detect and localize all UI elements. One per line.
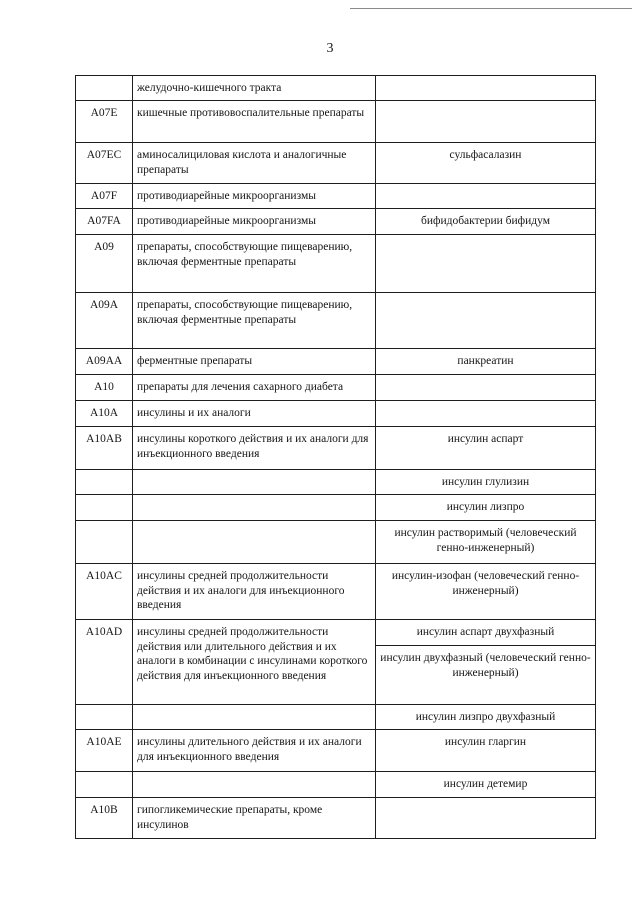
atc-code-cell: A07F bbox=[76, 184, 133, 209]
drug-name-cell: инсулин аспарт bbox=[376, 427, 596, 470]
table-row bbox=[76, 521, 596, 564]
atc-group-cell: инсулины средней продолжительности действия или длительного действия и их аналоги в комбинации с инсулинами короткого действия для инъекционного введения bbox=[133, 620, 376, 705]
atc-code-cell: A09A bbox=[76, 293, 133, 349]
table-row bbox=[76, 470, 596, 495]
table-row bbox=[76, 76, 596, 101]
drug-name-cell: сульфасалазин bbox=[376, 143, 596, 184]
atc-group-cell: препараты, способствующие пищеварению, включая ферментные препараты bbox=[133, 235, 376, 293]
atc-code-cell: A07FA bbox=[76, 209, 133, 235]
atc-group-cell: инсулины и их аналоги bbox=[133, 401, 376, 427]
table-row bbox=[76, 101, 596, 143]
drug-name-cell: инсулин-изофан (человеческий генно-инженерный) bbox=[376, 564, 596, 620]
atc-group-cell: гипогликемические препараты, кроме инсулинов bbox=[133, 798, 376, 839]
atc-code-cell: A10AD bbox=[76, 620, 133, 705]
atc-code-cell: A10AC bbox=[76, 564, 133, 620]
atc-code-cell bbox=[76, 772, 133, 798]
atc-group-cell: кишечные противовоспалительные препараты bbox=[133, 101, 376, 143]
atc-code-cell: A09 bbox=[76, 235, 133, 293]
drug-name-cell bbox=[376, 798, 596, 839]
drug-name-cell bbox=[376, 184, 596, 209]
table-row bbox=[76, 772, 596, 798]
atc-code-cell bbox=[76, 470, 133, 495]
atc-code-cell: A10 bbox=[76, 375, 133, 401]
table-row bbox=[76, 209, 596, 235]
drug-name-cell: инсулин гларгин bbox=[376, 730, 596, 772]
drug-name-cell: инсулин растворимый (человеческий генно-инженерный) bbox=[376, 521, 596, 564]
page-number: 3 bbox=[326, 41, 334, 56]
atc-code-cell: A10AB bbox=[76, 427, 133, 470]
table-row bbox=[76, 349, 596, 375]
atc-code-cell: A10AE bbox=[76, 730, 133, 772]
atc-group-cell: инсулины короткого действия и их аналоги для инъекционного введения bbox=[133, 427, 376, 470]
atc-group-cell: аминосалициловая кислота и аналогичные препараты bbox=[133, 143, 376, 184]
table-row bbox=[76, 375, 596, 401]
atc-code-cell: A10B bbox=[76, 798, 133, 839]
drug-name-cell: инсулин аспарт двухфазный bbox=[376, 620, 596, 646]
drug-name-cell bbox=[376, 76, 596, 101]
atc-group-cell: противодиарейные микроорганизмы bbox=[133, 184, 376, 209]
atc-code-cell bbox=[76, 495, 133, 521]
atc-group-cell bbox=[133, 470, 376, 495]
atc-code-cell bbox=[76, 521, 133, 564]
table-row bbox=[76, 620, 596, 646]
atc-group-cell: ферментные препараты bbox=[133, 349, 376, 375]
atc-group-cell: желудочно-кишечного тракта bbox=[133, 76, 376, 101]
atc-group-cell: инсулины средней продолжительности действия и их аналоги для инъекционного введения bbox=[133, 564, 376, 620]
table-row bbox=[76, 143, 596, 184]
table-row bbox=[76, 564, 596, 620]
table-row bbox=[76, 293, 596, 349]
atc-code-cell: A07E bbox=[76, 101, 133, 143]
atc-group-cell: инсулины длительного действия и их аналоги для инъекционного введения bbox=[133, 730, 376, 772]
atc-group-cell bbox=[133, 521, 376, 564]
atc-group-cell bbox=[133, 772, 376, 798]
atc-group-cell: препараты для лечения сахарного диабета bbox=[133, 375, 376, 401]
atc-group-cell bbox=[133, 705, 376, 730]
table-row bbox=[76, 705, 596, 730]
drug-name-cell bbox=[376, 293, 596, 349]
table-row bbox=[76, 798, 596, 839]
atc-group-cell bbox=[133, 495, 376, 521]
table-row bbox=[76, 427, 596, 470]
drug-name-cell: инсулин лизпро bbox=[376, 495, 596, 521]
drug-name-cell: бифидобактерии бифидум bbox=[376, 209, 596, 235]
atc-code-cell: A07EC bbox=[76, 143, 133, 184]
drug-name-cell: панкреатин bbox=[376, 349, 596, 375]
top-rule-line bbox=[350, 8, 632, 9]
table-row bbox=[76, 184, 596, 209]
drug-name-cell: инсулин детемир bbox=[376, 772, 596, 798]
drug-name-cell: инсулин лизпро двухфазный bbox=[376, 705, 596, 730]
table-body bbox=[76, 76, 596, 839]
atc-code-cell bbox=[76, 76, 133, 101]
atc-group-cell: противодиарейные микроорганизмы bbox=[133, 209, 376, 235]
table-row bbox=[76, 495, 596, 521]
atc-code-cell: A09AA bbox=[76, 349, 133, 375]
atc-code-cell bbox=[76, 705, 133, 730]
drug-name-cell bbox=[376, 235, 596, 293]
drug-name-cell: инсулин двухфазный (человеческий генно-инженерный) bbox=[376, 646, 596, 705]
drug-name-cell bbox=[376, 101, 596, 143]
atc-group-cell: препараты, способствующие пищеварению, включая ферментные препараты bbox=[133, 293, 376, 349]
drug-classification-table bbox=[75, 75, 596, 839]
drug-name-cell bbox=[376, 375, 596, 401]
table-row bbox=[76, 730, 596, 772]
drug-name-cell: инсулин глулизин bbox=[376, 470, 596, 495]
table-row bbox=[76, 235, 596, 293]
atc-code-cell: A10A bbox=[76, 401, 133, 427]
table-row bbox=[76, 401, 596, 427]
drug-name-cell bbox=[376, 401, 596, 427]
